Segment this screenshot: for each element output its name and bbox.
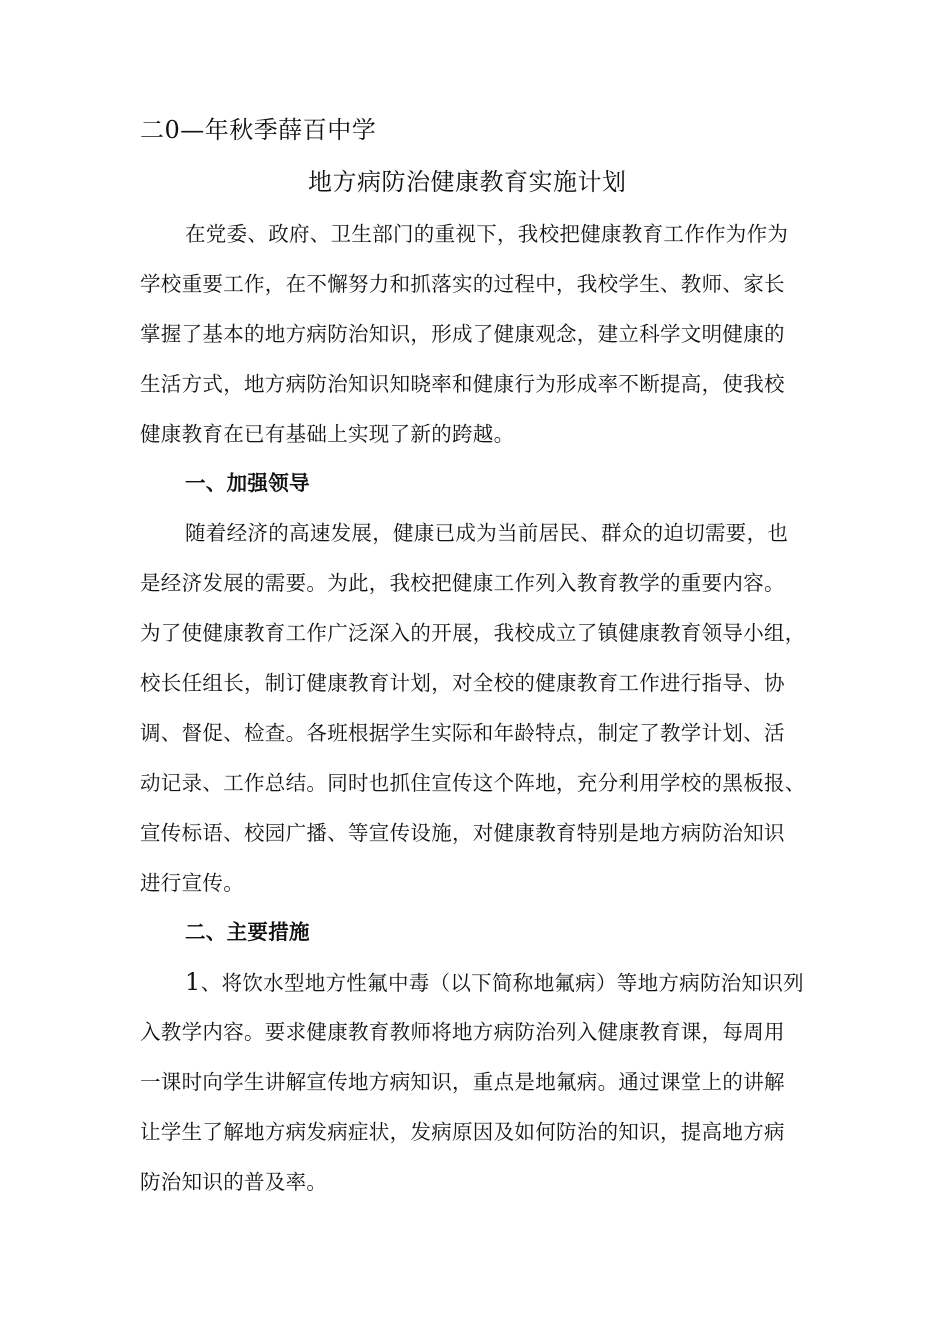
- intro-line-1: 在党委、政府、卫生部门的重视下，我校把健康教育工作作为作为: [185, 222, 789, 246]
- section-1-line-7: 宣传标语、校园广播、等宣传设施，对健康教育特别是地方病防治知识: [140, 821, 785, 845]
- section-2-line-3: 一课时向学生讲解宣传地方病知识，重点是地氟病。通过课堂上的讲解: [140, 1070, 785, 1094]
- section-2-line-1: [185, 968, 804, 997]
- section-2-heading: 二、主要措施: [185, 920, 310, 944]
- item-number: 1: [185, 968, 201, 996]
- section-1-heading: 一、加强领导: [185, 471, 310, 495]
- school-line: 二0—年秋季薛百中学: [140, 116, 377, 144]
- section-2-line-4: 让学生了解地方病发病症状，发病原因及如何防治的知识，提高地方病: [140, 1120, 785, 1144]
- intro-line-5: 健康教育在已有基础上实现了新的跨越。: [140, 422, 515, 446]
- section-1-line-4: 校长任组长，制订健康教育计划，对全校的健康教育工作进行指导、协: [140, 671, 785, 695]
- section-1-line-2: 是经济发展的需要。为此，我校把健康工作列入教育教学的重要内容。: [140, 571, 785, 595]
- section-1-line-3: 为了使健康教育工作广泛深入的开展，我校成立了镇健康教育领导小组，: [140, 621, 806, 645]
- section-2-line-5: 防治知识的普及率。: [140, 1170, 328, 1194]
- section-1-line-6: 动记录、工作总结。同时也抓住宣传这个阵地，充分利用学校的黑板报、: [140, 771, 806, 795]
- intro-line-3: 掌握了基本的地方病防治知识，形成了健康观念，建立科学文明健康的: [140, 322, 785, 346]
- section-2-line-1-text: 、将饮水型地方性氟中毒（以下简称地氟病）等地方病防治知识列: [200, 971, 804, 995]
- section-1-line-8: 进行宣传。: [140, 871, 244, 895]
- intro-line-2: 学校重要工作，在不懈努力和抓落实的过程中，我校学生、教师、家长: [140, 272, 785, 296]
- section-2-line-2: 入教学内容。要求健康教育教师将地方病防治列入健康教育课，每周用: [140, 1020, 785, 1044]
- section-1-line-5: 调、督促、检查。各班根据学生实际和年龄特点，制定了教学计划、活: [140, 721, 785, 745]
- intro-line-4: 生活方式，地方病防治知识知晓率和健康行为形成率不断提高，使我校: [140, 372, 785, 396]
- document-title: 地方病防治健康教育实施计划: [308, 168, 627, 196]
- section-1-line-1: 随着经济的高速发展，健康已成为当前居民、群众的迫切需要，也: [185, 521, 789, 545]
